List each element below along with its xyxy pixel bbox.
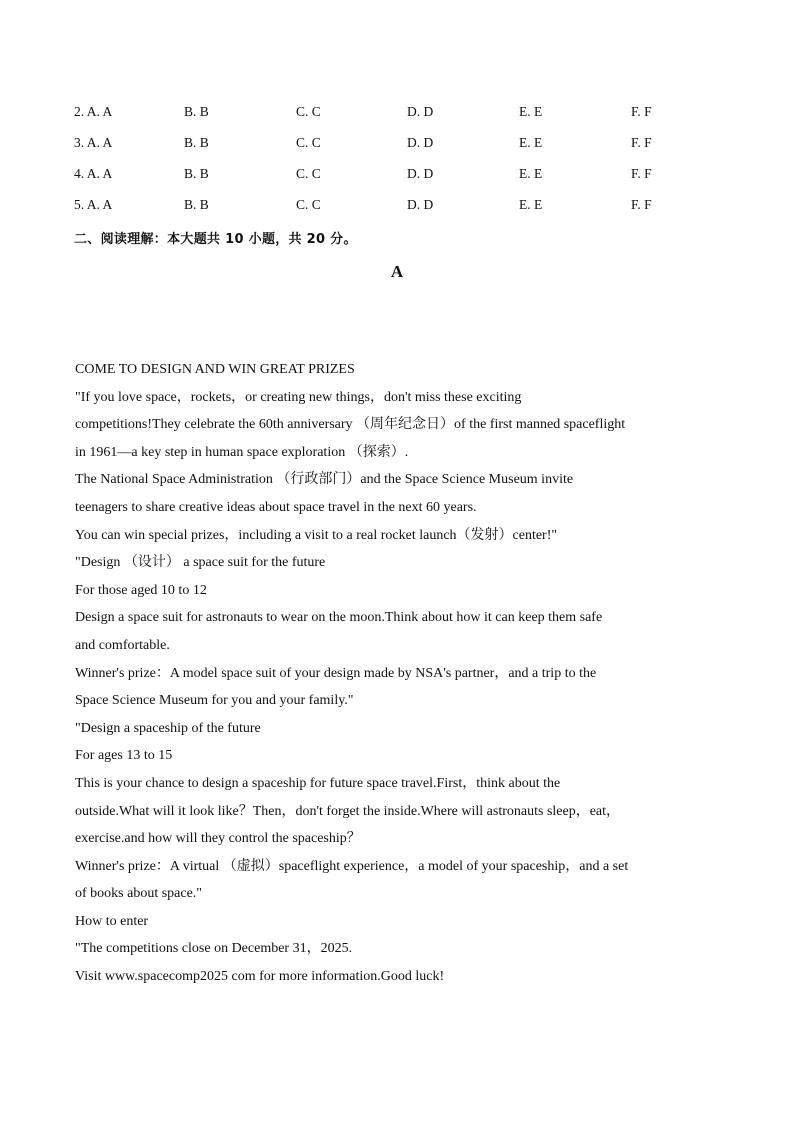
option-b: B. B <box>184 166 209 181</box>
option-c: C. C <box>296 104 321 119</box>
passage-line: Space Science Museum for you and your family." <box>75 693 354 709</box>
passage-line: Visit www.spacecomp2025 com for more information.Good luck! <box>75 969 445 985</box>
passage-line: For ages 13 to 15 <box>75 748 173 764</box>
passage-line: of books about space." <box>75 886 203 902</box>
option-a: 3. A. A <box>74 135 113 150</box>
option-f: F. F <box>631 135 652 150</box>
option-d: D. D <box>407 197 434 212</box>
option-e: E. E <box>519 135 543 150</box>
passage-line: For those aged 10 to 12 <box>75 582 207 598</box>
option-row-4 <box>74 166 714 186</box>
section-heading: 二、阅读理解：本大题共 10 小题，共 20 分。 <box>74 232 357 247</box>
passage-line: and comfortable. <box>75 637 170 653</box>
option-f: F. F <box>631 166 652 181</box>
option-c: C. C <box>296 197 321 212</box>
passage-line: teenagers to share creative ideas about space travel in the next 60 years. <box>75 499 477 515</box>
option-e: E. E <box>519 104 543 119</box>
passage-title: COME TO DESIGN AND WIN GREAT PRIZES <box>75 362 355 377</box>
option-f: F. F <box>631 104 652 119</box>
passage-letter: A <box>390 262 404 281</box>
option-b: B. B <box>184 104 209 119</box>
option-e: E. E <box>519 197 543 212</box>
option-d: D. D <box>407 135 434 150</box>
option-a: 5. A. A <box>74 197 113 212</box>
option-d: D. D <box>407 104 434 119</box>
passage-line: "Design （设计） a space suit for the future <box>75 555 326 571</box>
passage-line: "Design a spaceship of the future <box>75 720 261 736</box>
passage-line: Winner's prize：A virtual （虚拟）spaceflight experience，a model of your spaceship，and a set <box>75 858 629 874</box>
passage-line: "If you love space，rockets，or creating new things，don't miss these exciting <box>75 389 522 405</box>
option-row-5 <box>74 197 714 217</box>
passage-body <box>75 356 715 991</box>
passage-line: in 1961—a key step in human space exploration （探索）. <box>75 444 409 460</box>
option-c: C. C <box>296 135 321 150</box>
passage-line: The National Space Administration （行政部门）and the Space Science Museum invite <box>75 472 574 488</box>
passage-line: competitions!They celebrate the 60th anniversary （周年纪念日）of the first manned spaceflight <box>75 417 626 433</box>
passage-line: "The competitions close on December 31，2025. <box>75 941 353 957</box>
passage-line: exercise.and how will they control the spaceship？ <box>75 831 361 847</box>
passage-line: How to enter <box>75 913 149 929</box>
option-d: D. D <box>407 166 434 181</box>
option-b: B. B <box>184 197 209 212</box>
option-a: 4. A. A <box>74 166 113 181</box>
option-b: B. B <box>184 135 209 150</box>
passage-line: Winner's prize：A model space suit of your design made by NSA's partner，and a trip to the <box>75 665 597 681</box>
option-row-2 <box>74 104 714 124</box>
passage-line: This is your chance to design a spaceship for future space travel.First，think about the <box>75 775 561 791</box>
option-f: F. F <box>631 197 652 212</box>
option-a: 2. A. A <box>74 104 113 119</box>
passage-line: You can win special prizes，including a visit to a real rocket launch（发射）center!" <box>75 527 558 543</box>
passage-line: Design a space suit for astronauts to wear on the moon.Think about how it can keep them safe <box>75 610 603 626</box>
option-c: C. C <box>296 166 321 181</box>
passage-line: outside.What will it look like？Then，don't forget the inside.Where will astronauts sleep，eat， <box>75 803 621 819</box>
option-e: E. E <box>519 166 543 181</box>
option-row-3 <box>74 135 714 155</box>
